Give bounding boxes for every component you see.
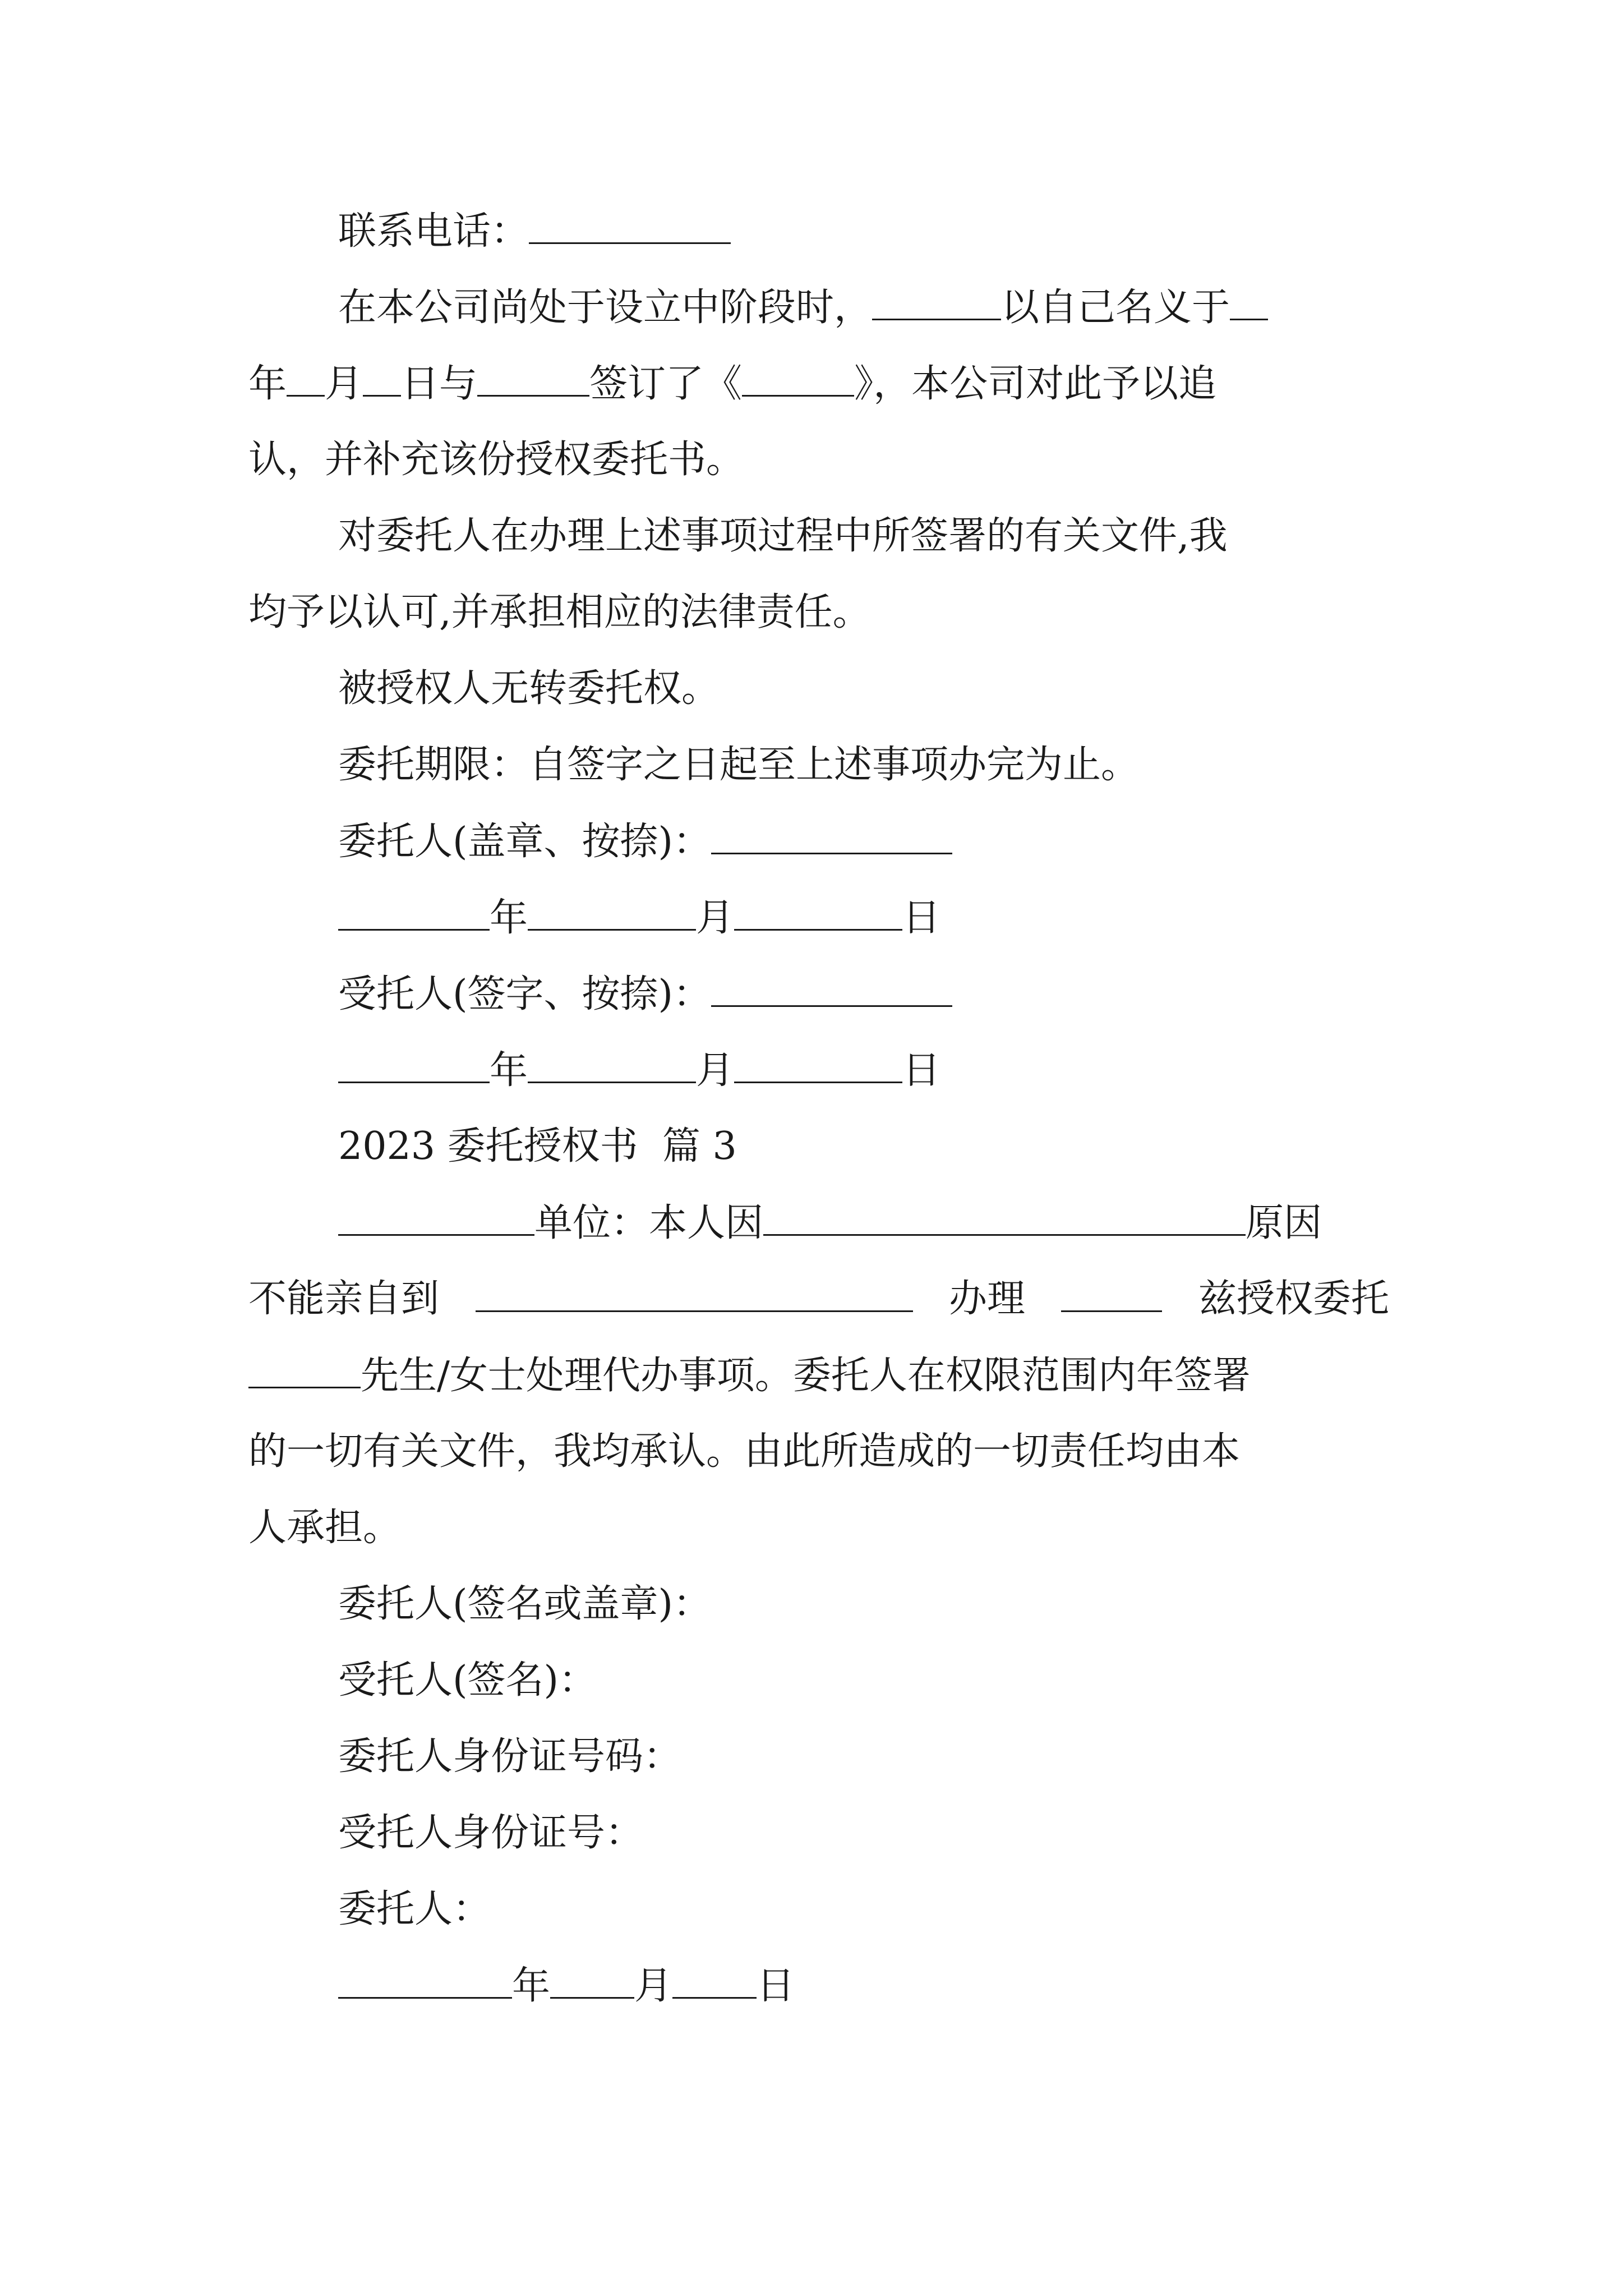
month-label: 月 [696,896,735,940]
text-segment: 不能亲自到 [248,1277,440,1321]
paragraph-2-line-2: 均予以认可,并承担相应的法律责任。 [248,590,871,634]
name-blank [872,285,1001,320]
party-blank [477,361,589,397]
text-segment: 以自己名义于 [1001,286,1230,330]
agent-date-line [338,1048,940,1093]
text-segment: 月 [325,362,363,406]
principal-seal-blank [711,819,952,854]
text-segment: 》，本公司对此予以追 [854,362,1217,406]
year-label: 年 [490,896,528,940]
principal-date-line [338,895,940,940]
final-date-line [338,1963,795,2008]
year-blank [338,1963,512,1999]
reason-blank [763,1200,1246,1236]
month-blank [528,1048,696,1083]
text-segment: 原因 [1246,1201,1322,1245]
matter-blank [1061,1277,1162,1312]
agent-sign-label: 受托人(签字、按捺)： [338,972,712,1016]
month-blank [550,1963,634,1999]
text-segment: 先生/女士处理代办事项。委托人在权限范围内年签署 [361,1354,1251,1398]
section3-line-2 [248,1277,1389,1322]
month-label: 月 [696,1048,735,1093]
principal-seal-label: 委托人(盖章、按捺)： [338,820,712,864]
year-blank [338,1048,490,1083]
month-blank [528,895,696,931]
day-blank [672,1963,757,1999]
contract-blank [742,361,854,397]
month-label: 月 [634,1964,673,2008]
agent-sign-line [338,972,952,1016]
no-subdelegation-line: 被授权人无转委托权。 [338,666,720,711]
contact-phone-label: 联系电话： [338,209,529,254]
paragraph-1-line-1 [338,285,1268,330]
month-blank [287,361,325,397]
agent-id-label: 受托人身份证号： [338,1811,644,1855]
day-label: 日 [902,896,941,940]
contact-phone-blank [529,209,731,244]
year-blank [338,895,490,931]
unit-blank [338,1200,534,1236]
section-heading: 2023 委托授权书 篇 3 [338,1124,737,1168]
text-segment: 年 [248,362,287,406]
paragraph-1-line-2 [248,361,1216,406]
year-label: 年 [490,1048,528,1093]
text-segment: 在本公司尚处于设立中阶段时， [338,286,873,330]
day-label: 日 [757,1964,795,2008]
day-blank [363,361,401,397]
principal-label: 委托人： [338,1887,491,1931]
section3-line-1 [338,1200,1322,1245]
day-label: 日 [902,1048,941,1093]
text-segment: 办理 [948,1277,1025,1321]
section3-line-4: 的一切有关文件，我均承认。由此所造成的一切责任均由本 [248,1429,1241,1474]
year-label: 年 [512,1964,551,2008]
section3-line-5: 人承担。 [248,1506,402,1550]
text-segment: 兹授权委托 [1198,1277,1389,1321]
agent-name-blank [248,1353,361,1388]
agent-signature-label: 受托人(签名)： [338,1658,597,1703]
text-segment: 单位：本人因 [534,1201,764,1245]
text-segment: 签订了《 [589,362,743,406]
term-line: 委托期限：自签字之日起至上述事项办完为止。 [338,743,1140,787]
agent-sign-blank [711,972,952,1007]
section3-line-3 [248,1353,1251,1398]
day-blank [734,895,902,931]
text-segment: 日与 [401,362,478,406]
paragraph-2-line-1: 对委托人在办理上述事项过程中所签署的有关文件,我 [338,514,1228,558]
principal-seal-line [338,819,952,864]
place-blank [476,1277,913,1312]
contact-phone-line [338,209,731,254]
principal-id-label: 委托人身份证号码： [338,1734,682,1779]
year-blank [1230,285,1268,320]
day-blank [734,1048,902,1083]
paragraph-1-line-3: 认，并补充该份授权委托书。 [248,438,745,482]
principal-signature-label: 委托人(签名或盖章)： [338,1582,712,1626]
